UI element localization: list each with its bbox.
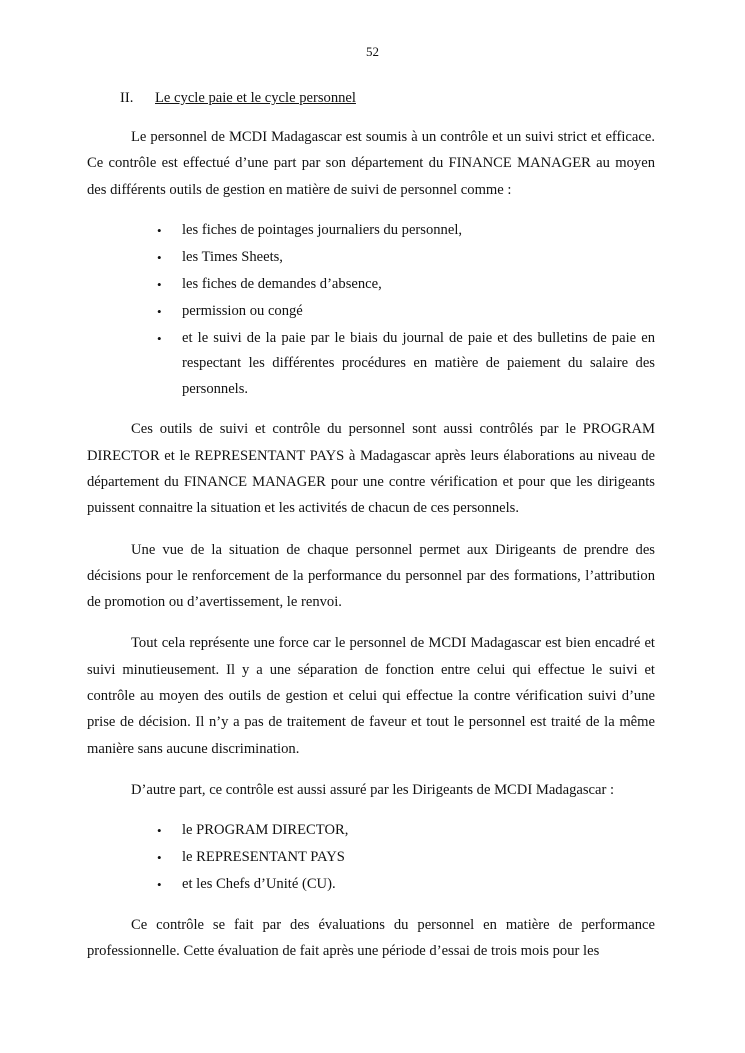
document-body (87, 88, 655, 979)
section-number: II. (120, 90, 134, 106)
page-number: 52 (366, 44, 379, 59)
bullet-icon: • (157, 877, 162, 893)
list-item (157, 272, 655, 298)
bullet-icon: • (157, 330, 162, 346)
list-item (157, 845, 655, 871)
list-item (157, 872, 655, 898)
section-heading (87, 88, 655, 109)
list-item (157, 218, 655, 244)
bullet-icon: • (157, 276, 162, 292)
list-item (157, 818, 655, 844)
list-item (157, 299, 655, 325)
paragraph-strength: Tout cela représente une force car le personnel de MCDI Madagascar est bien encadré et suivi minutieusement. Il y a une séparation de fonction entre celui qui effectue le suivi et contrôle au moyen des outils de gestion et celui qui effectue la contre vérification suivi d’une prise de décision. Il n’y a pas de traitement de faveur et tout le personnel est traité de la même manière sans aucune discrimination. (87, 635, 655, 757)
section-title: Le cycle paie et le cycle personnel (155, 90, 356, 106)
bullet-icon: • (157, 850, 162, 866)
list-item-text: les Times Sheets, (182, 248, 283, 265)
list-item (157, 326, 655, 403)
list-item-text: le PROGRAM DIRECTOR, (182, 822, 349, 839)
list-item-text: les fiches de pointages journaliers du personnel, (182, 221, 463, 238)
list-item-text: permission ou congé (182, 302, 303, 319)
paragraph-control: Ces outils de suivi et contrôle du personnel sont aussi contrôlés par le PROGRAM DIRECTOR et le REPRESENTANT PAYS à Madagascar après leurs élaborations au niveau de département du FINANCE MANAGER pour une contre vérification et pour que les dirigeants puissent connaitre la situation et les activités de chacun de ces personnels. (87, 421, 655, 517)
bullet-icon: • (157, 249, 162, 265)
list-item-text: et les Chefs d’Unité (CU). (182, 876, 336, 893)
paragraph-evaluation: Ce contrôle se fait par des évaluations du personnel en matière de performance professionnelle. Cette évaluation de fait après une période d’essai de trois mois pour les (87, 916, 655, 960)
list-item-text: les fiches de demandes d’absence, (182, 275, 382, 292)
list-item-text: et le suivi de la paie par le biais du journal de paie et des bulletins de paie en respectant les différentes procédures en matière de paiement du salaire des personnels. (182, 329, 655, 397)
bullet-icon: • (157, 222, 162, 238)
bullet-icon: • (157, 303, 162, 319)
paragraph-directors: D’autre part, ce contrôle est aussi assuré par les Dirigeants de MCDI Madagascar : (131, 781, 615, 798)
paragraph-intro: Le personnel de MCDI Madagascar est soumis à un contrôle et un suivi strict et efficace. Ce contrôle est effectué d’une part par son département du FINANCE MANAGER au moyen des différents outils de gestion en matière de suivi de personnel comme : (87, 129, 655, 198)
directors-list (87, 818, 655, 898)
bullet-icon: • (157, 823, 162, 839)
paragraph-overview: Une vue de la situation de chaque personnel permet aux Dirigeants de prendre des décisions pour le renforcement de la performance du personnel par des formations, l’attribution de promotion ou d’avertissement, le renvoi. (87, 541, 655, 611)
list-item (157, 245, 655, 271)
tools-list (87, 218, 655, 403)
list-item-text: le REPRESENTANT PAYS (182, 849, 345, 866)
